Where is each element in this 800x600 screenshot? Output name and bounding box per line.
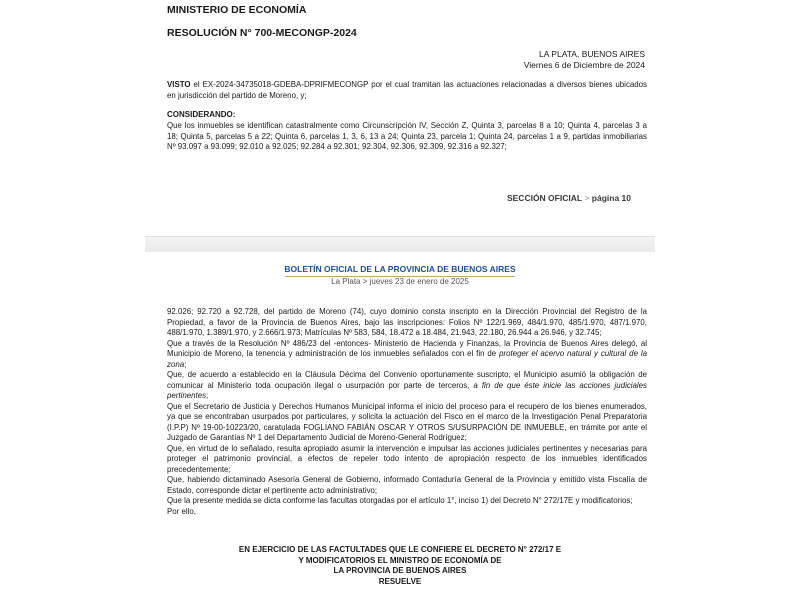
- resolution-number: RESOLUCIÓN N° 700-MECONGP-2024: [167, 27, 357, 39]
- boletin-city: La Plata: [331, 277, 361, 286]
- paragraph: [167, 339, 647, 371]
- boletin-separator: >: [362, 277, 368, 286]
- resolve-line: RESUELVE: [378, 576, 422, 586]
- paragraph: [167, 370, 647, 402]
- boletin-date-text: jueves 23 de enero de 2025: [369, 277, 469, 286]
- italic-text: a fin de que éste inicie las acciones judiciales pertinentes: [167, 380, 647, 400]
- paragraph-text: ;: [206, 391, 209, 400]
- paragraph: 92.026; 92.720 a 92.728, del partido de Moreno (74), cuyo dominio consta inscripto en la Dirección Provincial del Registro de la Propiedad, a favor de la Provincia de Buenos Aires, bajo las inscripciones: Folios Nº 122/1.969, 484/1.970, 485/1.970, 487/1.970, 488/1.970, 1.389/1.970, y 2.666/1.973; Matrículas Nº 583, 584, 18.472 a 18.484, 21.943, 22.180, 26.944 a 26.946, y 32.745;: [167, 307, 647, 337]
- paragraph-text: ;: [184, 359, 187, 369]
- section-footer: [507, 193, 631, 203]
- place-line: LA PLATA, BUENOS AIRES: [539, 49, 645, 59]
- paragraph-text: Que a través de la Resolución Nº 486/23 del -entonces- Ministerio de Hacienda y Finanzas, la Provincia de Buenos Aires delegó, al Municipio de Moreno, la tenencia y administración de los inmuebles señalados con el fin de: [167, 338, 647, 358]
- resolve-line: Y MODIFICATORIOS EL MINISTRO DE ECONOMÍA DE: [298, 555, 502, 565]
- paragraph-text: Que, de acuerdo a establecido en la Cláusula Décima del Convenio oportunamente suscripto, el Municipio asumió la obligación de comunicar al Ministerio toda ocupación ilegal o usurpación por parte de terceros,: [167, 370, 647, 390]
- boletin-title: BOLETÍN OFICIAL DE LA PROVINCIA DE BUENOS AIRES: [284, 264, 516, 274]
- resolve-line: EN EJERCICIO DE LAS FACTULTADES QUE LE CONFIERE EL DECRETO N° 272/17 E: [238, 545, 562, 554]
- body-text: [167, 307, 647, 517]
- date-line: Viernes 6 de Diciembre de 2024: [523, 60, 645, 70]
- page-number: página 10: [591, 193, 631, 203]
- visto-paragraph: [167, 80, 647, 101]
- paragraph: Que, en virtud de lo señalado, resulta apropiado asumir la intervención e impulsar las acciones judiciales pertinentes y necesarias para proteger el patrimonio provincial, a efectos de repeler todo intento de apropiación respecto de los inmuebles identificados precedentemente;: [167, 443, 647, 474]
- paragraph: Que el Secretario de Justicia y Derechos Humanos Municipal informa el inicio del proceso para el recupero de los bienes enumerados, ya que se encontraban usurpados por particulares, y solicita la actuación del Fisco en el marco de la Investigación Penal Preparatoria (I.P.P) Nº 19-00-10223/20, caratulada FOGLIANO FABIÁN OSCAR Y OTROS S/USURPACIÓN DE INMUEBLE, en trámite por ante el Juzgado de Garantías Nº 1 del Departamento Judicial de Moreno-General Rodríguez;: [167, 401, 647, 442]
- visto-text: el EX-2024-34735018-GDEBA-DPRIFMECONGP por el cual tramitan las actuaciones relacionadas a diversos bienes ubicados en jurisdicción del partido de Moreno, y;: [167, 80, 647, 100]
- footer-separator: >: [584, 193, 590, 203]
- paragraph: Por ello,: [167, 506, 196, 516]
- section-name: SECCIÓN OFICIAL: [506, 193, 583, 203]
- ministry-heading: MINISTERIO DE ECONOMÍA: [167, 4, 307, 16]
- visto-label: VISTO: [167, 80, 191, 89]
- paragraph: Que la presente medida se dicta conforme las facultas otorgadas por el artículo 1°, inciso 1) del Decreto N° 272/17E y modificatorios;: [167, 496, 633, 505]
- paragraph: Que, habiendo dictaminado Asesoría General de Gobierno, informado Contaduría General de la Provincia y emitido vista Fiscalía de Estado, corresponde dictar el pertinente acto administrativo;: [167, 475, 647, 495]
- italic-text: proteger el acervo natural y cultural de la zona: [167, 349, 647, 369]
- boletin-date: [145, 277, 655, 286]
- document-page-top: [145, 0, 655, 236]
- document-page-bottom: [145, 252, 655, 600]
- resolve-block: [145, 545, 655, 587]
- resolve-line: LA PROVINCIA DE BUENOS AIRES: [333, 566, 467, 575]
- considerando-label: CONSIDERANDO:: [167, 110, 236, 119]
- considerando-text: Que los inmuebles se identifican catastralmente como Circunscripción IV, Sección Z, Quinta 3, parcelas 8 a 10; Quinta 4, parcelas 3 a 18; Quinta 5, parcelas 5 a 22; Quinta 6, parcelas 1, 3, 6, 13 a 24; Quinta 23, parcela 1; Quinta 24, parcelas 1 a 9, partidas inmobiliarias Nº 93.097 a 93.099; 92.010 a 92.025; 92.284 a 92.301; 92.304, 92.306, 92.309, 92.316 a 92.327;: [167, 121, 647, 151]
